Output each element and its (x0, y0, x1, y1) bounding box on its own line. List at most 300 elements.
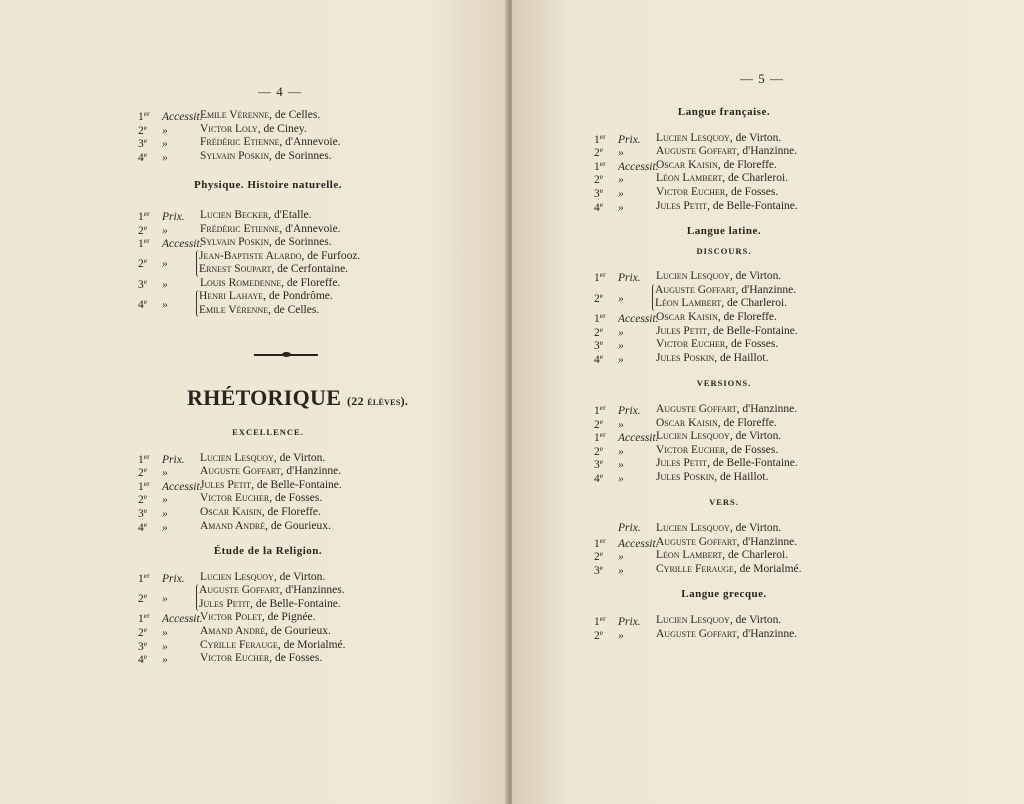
award-kind: » (618, 326, 624, 339)
student-place: , de Pignée. (261, 611, 316, 624)
entry-name (656, 457, 798, 471)
section-heading: Langue latine. (686, 225, 762, 238)
entry-name (200, 652, 322, 666)
student-name: Frédéric Etienne (200, 222, 280, 235)
entry-name (656, 522, 781, 536)
student-place: , de Virton. (729, 270, 782, 283)
rank-number (594, 626, 618, 644)
section-subheading: VERSIONS. (696, 378, 752, 389)
student-place: , de Virton. (729, 522, 782, 535)
rank-number (594, 289, 618, 307)
award-kind: » (162, 593, 168, 606)
section-heading: EXCELLENCE. (232, 427, 304, 437)
entry-rank (138, 518, 200, 536)
entry-name (200, 209, 312, 223)
rank-suffix: e (143, 492, 148, 502)
rank-digit: 4 (138, 521, 144, 534)
rank-suffix: er (599, 535, 606, 545)
award-kind: » (162, 278, 168, 291)
student-name: Victor Eucher (200, 492, 270, 505)
entry-row (199, 250, 360, 264)
entry-row (655, 284, 796, 298)
rank-number (594, 561, 618, 579)
student-place: , de Charleroi. (721, 297, 788, 310)
rank-number (138, 295, 162, 313)
student-name: Jules Petit (656, 457, 708, 470)
rank-suffix: er (599, 614, 606, 624)
rank-digit: 2 (138, 467, 144, 480)
student-name: Oscar Kaisin (656, 158, 718, 171)
award-kind: Accessit. (162, 238, 203, 251)
rank-suffix: e (143, 297, 148, 307)
student-place: , d'Hanzinne. (735, 283, 797, 296)
rank-digit: 2 (594, 326, 600, 339)
section-subheading: VERS. (709, 497, 739, 508)
student-place: , de Sorinnes. (269, 236, 332, 249)
list-francaise (594, 132, 854, 214)
rank-number (138, 518, 162, 536)
student-name: Auguste Goffart (655, 283, 736, 296)
student-place: , de Pondrôme. (263, 290, 333, 303)
student-name: Oscar Kaisin (656, 310, 718, 323)
entry-row (138, 571, 418, 585)
entry-name (200, 492, 322, 506)
entry-rank (138, 275, 200, 293)
student-place: , de Fosses. (269, 652, 323, 665)
entry-name (656, 563, 802, 577)
rank-digit: 3 (594, 187, 600, 200)
student-name: Lucien Lesquoy (200, 570, 274, 583)
rank-suffix: er (143, 570, 150, 580)
rank-number (138, 650, 162, 668)
entry-row (199, 263, 360, 277)
entry-name (200, 506, 321, 520)
entry-name (200, 277, 340, 291)
entry-row (199, 304, 333, 318)
award-kind: » (618, 292, 624, 305)
entry-name (200, 109, 320, 123)
student-name: Emile Vérenne (200, 109, 270, 121)
student-name: Oscar Kaisin (200, 505, 262, 518)
list-versions (594, 403, 854, 485)
entry-rank (594, 350, 656, 368)
entry-name (200, 150, 332, 164)
rank-digit: 2 (594, 445, 600, 458)
rank-suffix: e (143, 149, 148, 159)
rank-digit: 3 (594, 564, 600, 577)
student-name: Lucien Lesquoy (656, 430, 730, 443)
rank-digit: 4 (594, 472, 600, 485)
student-place: , d'Hanzinnes. (279, 584, 345, 597)
page-number: — 4 — (258, 84, 302, 99)
rank-suffix: e (599, 416, 604, 426)
rank-suffix: e (599, 324, 604, 334)
entry-name (200, 236, 332, 250)
entry-rank (138, 589, 200, 607)
student-place: , de Floreffe. (261, 505, 321, 518)
group-entry (138, 584, 418, 611)
entry-name (200, 571, 325, 585)
award-kind: Prix. (162, 572, 185, 585)
tied-entries (138, 584, 418, 611)
entry-name (656, 471, 769, 485)
rank-digit: 1 (138, 480, 144, 493)
award-kind: Accessit. (618, 432, 659, 445)
student-name: Jules Poskin (656, 351, 715, 364)
entry-row (199, 584, 345, 598)
student-name: Amand André (200, 624, 266, 637)
rank-number (138, 275, 162, 293)
entry-row (594, 628, 854, 642)
student-name: Auguste Goffart (199, 584, 280, 597)
student-place: , d'Hanzinne. (736, 402, 798, 415)
award-kind: » (162, 467, 168, 480)
student-name: Henri Lahaye (199, 290, 264, 303)
entry-name (656, 444, 778, 458)
entry-row (138, 236, 418, 250)
award-kind: » (162, 654, 168, 667)
award-kind: » (162, 507, 168, 520)
rank-suffix: e (143, 222, 148, 232)
group-entry (594, 284, 854, 311)
entry-rank (138, 295, 200, 313)
award-kind: » (162, 299, 168, 312)
award-kind: » (618, 445, 624, 458)
award-kind: Accessit. (618, 160, 659, 173)
entry-name (199, 584, 345, 598)
entry-name (656, 549, 788, 563)
award-kind: Prix. (618, 522, 641, 535)
student-name: Auguste Goffart (656, 535, 737, 548)
entry-rank (138, 650, 200, 668)
entry-row (594, 200, 854, 214)
entry-row (138, 571, 418, 585)
list-discours (594, 311, 854, 365)
student-place: , de Virton. (729, 131, 782, 144)
entry-row (138, 277, 418, 291)
student-name: Victor Polet (200, 611, 262, 624)
rank-suffix: er (143, 109, 150, 118)
award-kind: » (162, 521, 168, 534)
rank-suffix: e (599, 549, 604, 559)
entry-name (656, 186, 778, 200)
rank-digit: 2 (138, 124, 144, 137)
rank-digit: 3 (594, 340, 600, 353)
brace-lines (196, 290, 333, 317)
entry-name (656, 403, 797, 417)
award-kind: » (618, 629, 624, 642)
student-name: Emile Vérenne (199, 303, 269, 316)
student-place: , de Morialmé. (277, 638, 346, 651)
rank-suffix: e (599, 457, 604, 467)
student-name: Victor Eucher (656, 443, 726, 456)
list-religion (138, 611, 418, 665)
title-text: RHÉTORIQUE (187, 385, 342, 410)
rank-digit: 1 (138, 453, 144, 466)
award-kind: » (618, 340, 624, 353)
entry-row (199, 598, 345, 612)
rank-digit: 2 (594, 174, 600, 187)
rank-suffix: er (599, 131, 606, 141)
award-kind: » (162, 224, 168, 237)
entry-name (200, 452, 325, 466)
award-kind: » (162, 151, 168, 164)
rank-digit: 2 (138, 258, 144, 271)
student-name: Lucien Lesquoy (200, 451, 274, 464)
group-entry (138, 290, 418, 317)
student-place: , de Floreffe. (717, 416, 777, 429)
rank-digit: 4 (594, 353, 600, 366)
section-heading: Langue française. (677, 106, 771, 118)
rank-digit: 1 (594, 312, 600, 325)
page-number: — 5 — (740, 71, 784, 86)
award-kind: » (618, 472, 624, 485)
student-name: Léon Lambert (656, 172, 723, 185)
student-place: , de Ciney. (257, 122, 307, 135)
rank-suffix: er (143, 208, 150, 218)
entry-name (656, 628, 797, 642)
award-kind: » (162, 640, 168, 653)
award-kind: Prix. (162, 453, 185, 466)
student-name: Victor Loly (200, 122, 258, 135)
entry-name (199, 250, 360, 264)
student-name: Amand André (200, 519, 266, 532)
student-place: , d'Hanzinne. (280, 465, 342, 478)
entry-rank (138, 569, 200, 587)
student-name: Ernest Soupart (199, 263, 272, 276)
rank-suffix: er (143, 611, 150, 621)
rank-digit: 2 (138, 626, 144, 639)
rank-digit: 1 (594, 537, 600, 550)
award-kind: » (618, 551, 624, 564)
student-name: Auguste Goffart (656, 627, 737, 640)
rank-suffix: e (599, 145, 604, 155)
left-page (0, 0, 508, 804)
award-kind: » (162, 138, 168, 151)
rank-suffix: e (143, 591, 148, 601)
page-title (187, 385, 408, 411)
award-kind: Accessit. (162, 111, 203, 123)
entry-row (594, 352, 854, 366)
student-place: , de Virton. (273, 451, 326, 464)
student-place: , d'Hanzinne. (736, 627, 798, 640)
entry-name (656, 536, 797, 550)
entry-name (199, 263, 348, 277)
student-place: , de Belle-Fontaine. (707, 324, 798, 337)
student-name: Victor Eucher (656, 338, 726, 351)
left-content-lower (138, 426, 418, 666)
rank-digit: 1 (138, 238, 144, 251)
list-vers (594, 522, 854, 576)
entry-name (656, 614, 781, 628)
student-place: , de Belle-Fontaine. (707, 457, 798, 470)
student-place: , de Virton. (729, 614, 782, 627)
award-kind: Prix. (618, 404, 641, 417)
rank-digit: 1 (594, 160, 600, 173)
student-name: Sylvain Poskin (200, 149, 270, 162)
entry-name (199, 598, 341, 612)
rank-suffix: er (599, 158, 606, 168)
rank-number (594, 268, 618, 286)
rank-suffix: e (599, 172, 604, 182)
rank-digit: 4 (138, 299, 144, 312)
award-kind: Prix. (618, 272, 641, 285)
student-name: Frédéric Etienne (200, 136, 280, 149)
entry-name (199, 304, 319, 318)
entry-name (656, 417, 777, 431)
entry-rank (594, 469, 656, 487)
tied-entries (138, 290, 418, 317)
student-place: , d'Hanzinne. (736, 535, 798, 548)
student-place: , d'Annevoie. (279, 222, 341, 235)
rank-digit: 4 (138, 654, 144, 667)
rank-digit: 1 (594, 133, 600, 146)
rank-suffix: e (599, 185, 604, 195)
rank-digit: 2 (594, 147, 600, 160)
entry-name (200, 639, 346, 653)
student-name: Sylvain Poskin (200, 236, 270, 249)
student-place: , de Virton. (273, 570, 326, 583)
entry-name (200, 223, 341, 237)
rank-number (138, 148, 162, 166)
student-place: , de Charleroi. (722, 549, 789, 562)
rank-digit: 2 (594, 629, 600, 642)
award-kind: » (618, 418, 624, 431)
rank-suffix: e (599, 562, 604, 572)
brace-lines (196, 584, 345, 611)
list-block1 (138, 109, 418, 163)
student-name: Jules Petit (200, 478, 252, 491)
rank-digit: 1 (138, 613, 144, 626)
rank-suffix: e (599, 290, 604, 300)
student-name: Lucien Lesquoy (656, 614, 730, 627)
student-place: , de Fosses. (725, 443, 779, 456)
entry-rank (138, 148, 200, 166)
rank-suffix: e (599, 470, 604, 480)
award-kind: » (162, 494, 168, 507)
rank-digit: 4 (594, 201, 600, 214)
rank-suffix: e (599, 338, 604, 348)
entry-rank (594, 198, 656, 216)
rank-number (138, 569, 162, 587)
student-place: , de Cerfontaine. (271, 263, 349, 276)
student-place: , de Floreffe. (281, 276, 341, 289)
student-place: , d'Etalle. (268, 208, 312, 221)
student-name: Lucien Lesquoy (656, 270, 730, 283)
rank-suffix: e (599, 351, 604, 361)
rank-suffix: er (599, 402, 606, 412)
rank-number (594, 469, 618, 487)
rank-suffix: e (143, 638, 148, 648)
list-physique (138, 209, 418, 250)
student-name: Cyrille Ferauge (656, 562, 734, 575)
entry-row (594, 471, 854, 485)
student-place: , de Haillot. (714, 470, 769, 483)
rank-digit: 3 (138, 507, 144, 520)
rank-suffix: er (599, 310, 606, 320)
rank-digit: 4 (138, 151, 144, 164)
student-place: , de Furfooz. (301, 249, 361, 262)
right-page (512, 0, 1024, 804)
list-excellence (138, 452, 418, 534)
entry-row (138, 520, 418, 534)
student-place: , de Charleroi. (722, 172, 789, 185)
entry-name (656, 159, 777, 173)
rank-suffix: e (143, 652, 148, 662)
list-grecque (594, 614, 854, 641)
rank-digit: 1 (138, 111, 144, 123)
entry-name (200, 136, 341, 150)
entry-name (656, 145, 797, 159)
entry-row (594, 563, 854, 577)
rank-suffix: e (599, 199, 604, 209)
entry-row (138, 150, 418, 164)
entry-rank (138, 254, 200, 272)
student-place: , de Floreffe. (717, 158, 777, 171)
entry-name (200, 465, 341, 479)
rank-number (138, 589, 162, 607)
student-name: Cyrille Ferauge (200, 638, 278, 651)
entry-name (656, 172, 788, 186)
entry-name (656, 270, 781, 284)
right-content (594, 106, 854, 641)
student-place: , de Haillot. (714, 351, 769, 364)
student-name: Jules Petit (656, 199, 708, 212)
entry-name (656, 200, 798, 214)
entry-rank (594, 268, 656, 286)
tied-entries (594, 284, 854, 311)
rank-suffix: e (599, 443, 604, 453)
award-kind: » (618, 147, 624, 160)
student-name: Lucien Lesquoy (656, 131, 730, 144)
rank-suffix: er (143, 451, 150, 461)
award-kind: Prix. (162, 210, 185, 223)
entry-row (138, 652, 418, 666)
rank-suffix: e (143, 256, 148, 266)
rank-digit: 1 (138, 572, 144, 585)
entry-row (594, 270, 854, 284)
section-heading: Langue grecque. (681, 588, 767, 601)
entry-rank (594, 561, 656, 579)
entry-name (655, 284, 796, 298)
section-subheading: DISCOURS. (696, 245, 752, 256)
rank-number (594, 350, 618, 368)
student-place: , de Gourieux. (265, 519, 331, 532)
entry-name (655, 297, 787, 311)
rank-suffix: e (143, 276, 148, 286)
award-kind: » (618, 459, 624, 472)
student-name: Jules Poskin (656, 470, 715, 483)
brace-lines (196, 250, 360, 277)
student-place: , de Gourieux. (265, 624, 331, 637)
entry-name (656, 325, 798, 339)
student-name: Victor Eucher (656, 185, 726, 198)
rank-suffix: e (143, 519, 148, 529)
rank-digit: 2 (594, 292, 600, 305)
rank-suffix: e (143, 465, 148, 475)
entry-name (656, 311, 777, 325)
entry-rank (594, 626, 656, 644)
student-place: , de Fosses. (269, 492, 323, 505)
entry-row (655, 297, 796, 311)
student-place: , de Fosses. (725, 338, 779, 351)
entry-row (594, 270, 854, 284)
rank-digit: 3 (138, 278, 144, 291)
student-place: , de Belle-Fontaine. (250, 597, 341, 610)
rank-digit: 2 (594, 418, 600, 431)
student-name: Oscar Kaisin (656, 416, 718, 429)
student-place: , d'Hanzinne. (736, 145, 798, 158)
